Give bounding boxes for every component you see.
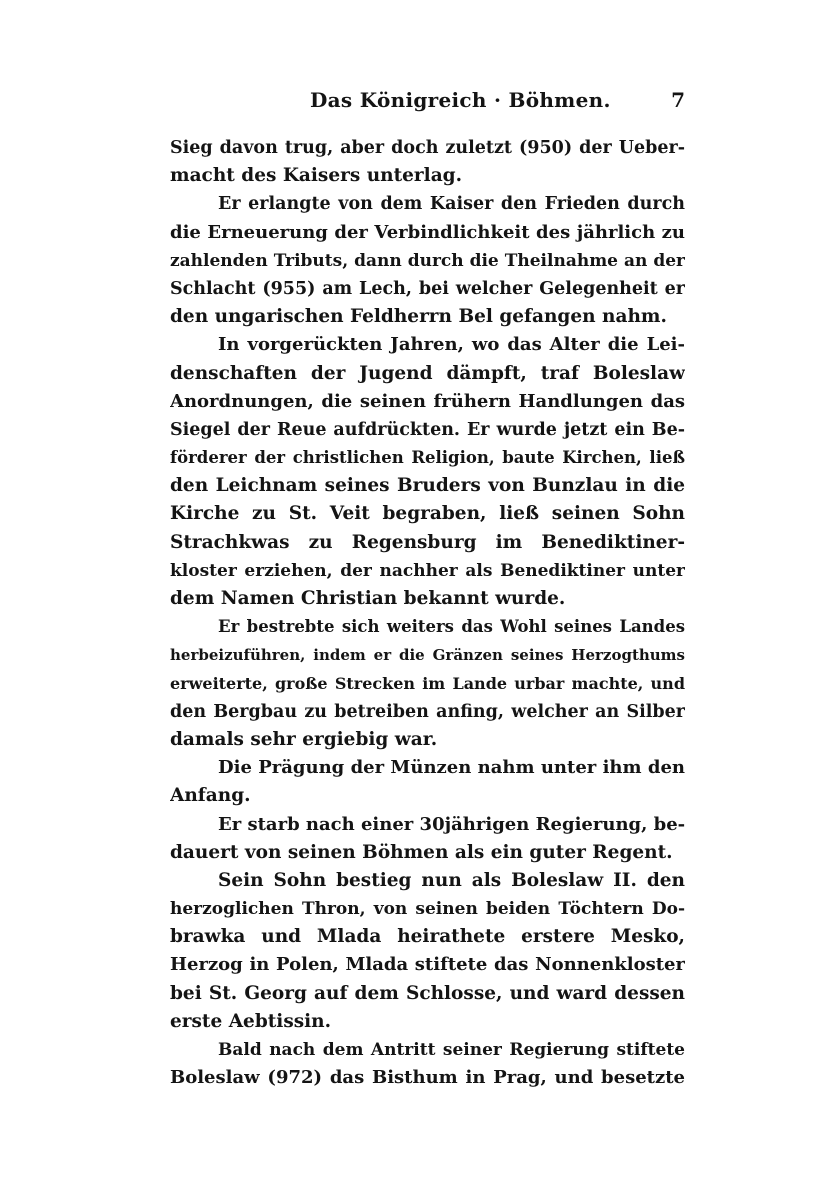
text-line: förderer der christlichen Religion, baute Kirchen, ließ [170,448,685,468]
text-line: Strachkwas zu Regensburg im Benediktiner- [170,531,685,553]
text-line: herzoglichen Thron, von seinen beiden Töchtern Do- [170,899,685,920]
text-line: Er starb nach einer 30jährigen Regierung, be- [218,813,685,835]
text-line: Die Prägung der Münzen nahm unter ihm den [218,757,685,779]
text-line: macht des Kaisers unterlag. [170,165,463,187]
text-line: den ungarischen Feldherrn Bel gefangen nahm. [170,306,667,328]
text-line: brawka und Mlada heirathete erstere Mesko, [170,926,685,948]
text-line: denschaften der Jugend dämpft, traf Boleslaw [170,362,685,384]
text-line: Siegel der Reue aufdrückten. Er wurde jetzt ein Be- [170,419,685,440]
text-line: erweiterte, große Strecken im Lande urbar machte, und [170,673,685,693]
body-text [170,134,685,1092]
text-line: Sieg davon trug, aber doch zuletzt (950) der Ueber- [170,138,685,158]
text-line: Er bestrebte sich weiters das Wohl seines Landes [218,617,685,637]
text-line: den Bergbau zu betreiben anfing, welcher an Silber [170,701,685,722]
text-line: bei St. Georg auf dem Schlosse, und ward dessen [170,982,685,1004]
text-line: erste Aebtissin. [170,1010,332,1032]
text-line: Kirche zu St. Veit begraben, ließ seinen Sohn [170,503,685,525]
text-line: Sein Sohn bestieg nun als Boleslaw II. den [218,869,685,891]
text-line: kloster erziehen, der nachher als Benediktiner unter [170,560,685,581]
text-line: dem Namen Christian bekannt wurde. [170,588,566,609]
text-line: Anfang. [170,785,251,807]
text-line: damals sehr ergiebig war. [170,728,438,750]
text-line: Boleslaw (972) das Bisthum in Prag, und besetzte [170,1067,685,1089]
text-line: dauert von seinen Böhmen als ein guter Regent. [170,841,673,863]
text-line: Er erlangte von dem Kaiser den Frieden durch [218,194,685,215]
running-title: Das Königreich · Böhmen. [310,88,611,112]
page-number: 7 [671,88,685,112]
text-line: Anordnungen, die seinen frühern Handlungen das [170,390,685,412]
text-line: Bald nach dem Antritt seiner Regierung stiftete [218,1040,685,1060]
text-line: zahlenden Tributs, dann durch die Theilnahme an der [170,250,685,271]
text-line: Schlacht (955) am Lech, bei welcher Gelegenheit er [170,278,685,299]
text-line: Herzog in Polen, Mlada stiftete das Nonnenkloster [170,954,685,976]
text-line: die Erneuerung der Verbindlichkeit des jährlich zu [170,221,685,243]
text-line: herbeizuführen, indem er die Gränzen seines Herzogthums [170,646,685,665]
text-line: In vorgerückten Jahren, wo das Alter die Lei- [218,334,685,356]
page-header [170,88,685,122]
text-line: den Leichnam seines Bruders von Bunzlau in die [170,475,685,497]
